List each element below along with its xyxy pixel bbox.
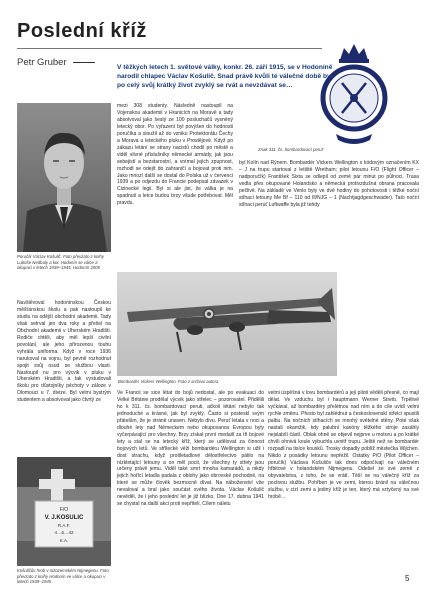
crest-caption: Znak 311. čs. bombardovací peruť bbox=[258, 147, 324, 152]
text-col4: Ve Francii se sice létat do bojů nedostal, ale po evakuaci do Velké Británie prodělal výcvik jako střelec – pozorovatel. Přidělili ho k 311. čs. bombardovací peruti, ačkoli létání nebylo tak jednoduché a krásné, jak byl zvyklý. Často si posteskl svým přátelům, že je stráně unaven. Nebylo divu. Peruť létala v noci a dlouhé lety nad Německem nebo okupovanou Evropou byly vyčerpávající pro všechny. Brzy získal první medailí za tři bojové lety a stal se na letecký kříž, který se udělovat za činnost bojových letů. Ve střílecké věži bombardéru Wellington si užil i dost strachu, když protiletadlové dělostřelectvo pálilo na nízkletající letouny a on měl pocit, že všechny ty střely jsou určeny právě jemu. Viděl také smrt mnoha kamarádů, a nikdy jejich hořící letadla padala z oblohy jako obrovské pochodně, na které se může člověk bezmocně dívat. Na náboženství vše nevaloval a bral jako součást svého života. Václav Košulič nevěděl, že i jeho poslední let je již blízko. One 17. dubna 1941 se chystal na další akci proti nepříteli. Cílem náletu bbox=[117, 390, 264, 508]
text-col5: velmi úspěšná v lovu bombardérů a její piloti věděli přesně, co mají dělat. Ve vzduchu byl i hauptmann Werner Streib. Trpělivě vyčkával, až bombardéry přelétnou nad ním a do cíle uvidí velmi rychle změnu. Přesto byl zahlédnut a československí střelci spustili palbu. Na nočních stíhacích se mnohý světelné stěny. Poté však nastali okamžik, kdy palubní kanóny těžkého stroje zasáhly nejslabší částí. Oblak ohně se objevil nejprve u motoru a po krátké chvíli ohnivá koule vybuchla uvnitř trupu. Ještě než se bombardér rozpadl na tisíce kousků. Trosky dopadly poblíž městečka Wijchen. Nikdo z posádky letounu nepřežil. Ostatky P/O (Pilot Officer – poručík) Václava Košuliče tak dnes odpočívají na válečném hřbitově v holandském Nijmegenu. Odešel ze své země z obyvatelstva, z toho, že se vrátí. Těší se na válečný kříž za poctivou službu. Pohřben je ve zemi, kterou bránil na válečnou službu, v cizí zemi a jediný kříž je ten, který má vztyčený na své hrobě… bbox=[268, 390, 419, 501]
lead-paragraph: V těžkých letech 1. světové války, konkr. 26. září 1915, se v Hodoníně narodil chlapec Václav Košulič. Snad právě kvůli té válečné době byl po celý svůj krátký život zvyklý se rvát a nevzdávat se… bbox=[117, 64, 333, 89]
byline-dash bbox=[73, 62, 95, 63]
grave-text-rank: F/O bbox=[59, 507, 69, 513]
title-divider bbox=[17, 48, 322, 49]
portrait-caption: Poručík Václav Košulič. Foto převzato z knihy Luboše Nedbaly a kol. Hodonín se válce a okupaci v letech 1939–1945, Hodonín 2005 bbox=[17, 254, 104, 270]
grave-text-name: V. J.KOSULIC bbox=[44, 515, 84, 521]
text-col1: Navštěvoval hodonínskou Českou měšťanskou školu a pak nastoupil ke studiu na odější obchodní akademii. Tady však setrval jen dva roky a přešel na Obchodní akademii v Uherském Hradišti. Rodiče chtěli, aby měl lepší civilní povolání, ale jeho přirozenou touhu vyhrála uniforma. Když v roce 1936 narukoval na vojnu, byl pevně rozhodnut spojit svůj osud se službou vlasti. Nastoupil nu pro výcvik v pluku v Uherském Hradišti, a tak vystudovali školu pro důstojníky pěchoty v záloze v Olomouci u 7. divize. Byl velmi bystrým studentem a absolvoval jako čtvrtý ze bbox=[17, 300, 111, 404]
author-byline bbox=[17, 57, 95, 68]
grave-photo bbox=[17, 457, 111, 566]
text-column-2 bbox=[117, 103, 233, 207]
grave-text-unit: R.A.F. bbox=[57, 523, 71, 528]
grave-text-date: 4…6…42 bbox=[54, 530, 74, 535]
bomber-caption: Bombardér Vickers Wellington. Foto z archivu autora bbox=[118, 379, 219, 384]
text-column-5 bbox=[268, 390, 419, 501]
squadron-crest bbox=[318, 38, 390, 148]
bomber-photo bbox=[117, 272, 337, 376]
text-col3: byl Kolín nad Rýnem. Bombardér Vickers Wellington s kódovým označením KX – J na trupu startoval z letiště Wretham; pilot letounu F/O (Flight Officer – nadporučík) František Sixta se odlepil od země pár minut po půlnoci. Trasa vedla přes okupované Holandsko a německá protivzdušná obrana pracovala pečlivě. Na základě ve Venlo byly ve dvě hodiny do pohotovosti i těžké noční stíhací letouny Me Bf – 110 od Ill/NJG – 1 (Nachtjagdgeschwader). Tato noční stíhací peruť Luftwaffe byla již tehdy bbox=[239, 160, 419, 208]
page-number: 5 bbox=[405, 574, 410, 583]
article-title: Poslední kříž bbox=[17, 20, 147, 42]
text-col2: mezi 308 studenty. Následně nastoupil na Vojenskou akademii v Hranicích na Moravě a tady absolvoval jako šestý ze 100 posluchačů vysněný letecký obor. Po vyřazení byl povýšen do hodnosti poručíka a sloužil až do vzniku Protektorátu Čechy a Morava u leteckého pluku v Prostějově. Když po zákazu letání se strany nacistů chodil po městě a viděl vlivné příslušníky německé armády, jak jsou sebejistí a bezstarostní, a vnímal jejich zpupnost, rozhodl se odejít do zahraničí a bojovat proti nim. Jako mnozí další se dostal do Polska už v červenci 1939 a po odjezdu do Francie podepsal závazek v Cizinecké legii. Byl si ale jist, že válka je na spadnutí a letce budou brzy všude potřebovat. Měl pravdu. bbox=[117, 103, 233, 207]
text-column-3 bbox=[239, 160, 419, 209]
text-column-1 bbox=[17, 300, 111, 404]
crest-icon bbox=[318, 38, 390, 148]
text-column-4 bbox=[117, 390, 264, 508]
grave-text-ka: K.A. bbox=[59, 538, 69, 543]
author-name: Petr Gruber bbox=[17, 57, 67, 68]
portrait-photo bbox=[17, 103, 111, 252]
grave-caption: Košuličův hrob v nizozemském Nijmegenu. Foto převzato z knihy Hodonín ve válce a okupaci v letech 1939–1945 bbox=[17, 568, 109, 584]
